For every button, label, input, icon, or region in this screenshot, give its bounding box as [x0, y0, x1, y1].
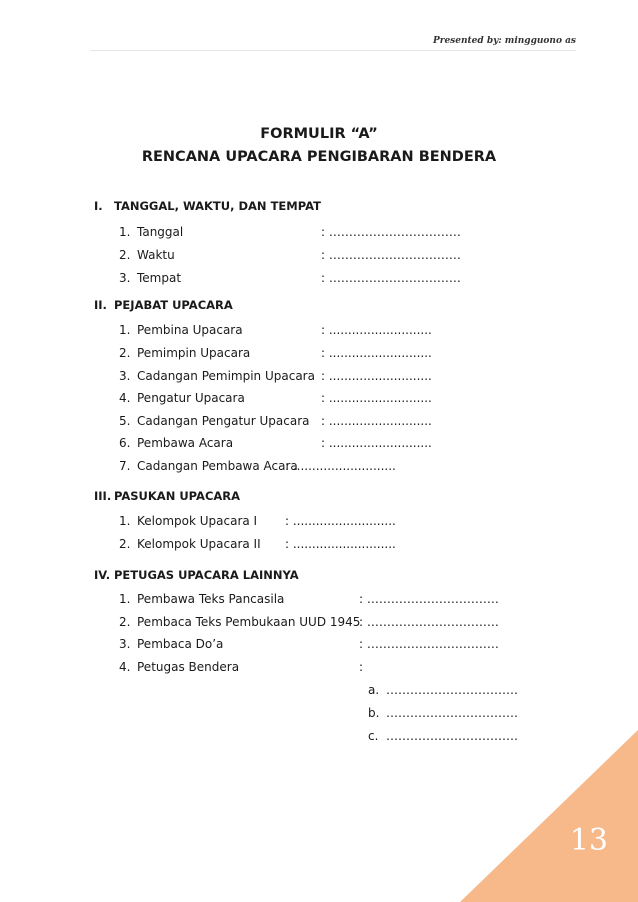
item-number: 3.	[119, 271, 131, 285]
fill-in-field: : ...........................	[321, 436, 432, 450]
section-heading-3	[94, 489, 240, 503]
header-divider	[90, 50, 576, 51]
section-title: PEJABAT UPACARA	[114, 298, 233, 312]
item-label: Tempat	[137, 271, 182, 285]
fill-in-field: ……………………………	[386, 729, 518, 743]
item-label: Petugas Bendera	[137, 660, 240, 674]
fill-in-field: : ……………………………	[359, 592, 499, 606]
section-number: I.	[94, 199, 103, 213]
section-title: TANGGAL, WAKTU, DAN TEMPAT	[114, 199, 321, 213]
fill-in-field: : ...........................	[285, 537, 396, 551]
item-label: Waktu	[137, 248, 175, 262]
item-label: Kelompok Upacara II	[137, 537, 261, 551]
item-label: Cadangan Pemimpin Upacara	[137, 369, 315, 383]
item-label: Cadangan Pembawa Acara	[137, 459, 298, 473]
item-number: 3.	[119, 369, 131, 383]
fill-in-field: : ...........................	[321, 414, 432, 428]
fill-in-field: : ……………………………	[321, 248, 461, 262]
item-label: Pengatur Upacara	[137, 391, 245, 405]
fill-in-field: : ...........................	[321, 323, 432, 337]
item-number: 1.	[119, 514, 131, 528]
fill-in-field: : ...........................	[321, 346, 432, 360]
fill-in-field: ……………………………	[386, 683, 518, 697]
item-number: 4.	[119, 660, 131, 674]
item-number: 2.	[119, 346, 131, 360]
item-number: 2.	[119, 537, 131, 551]
item-label: Pembaca Teks Pembukaan UUD 1945	[137, 615, 361, 629]
item-number: 1.	[119, 323, 131, 337]
sub-item-letter: a.	[368, 683, 380, 697]
item-label: Tanggal	[137, 225, 184, 239]
item-label: Pembina Upacara	[137, 323, 243, 337]
fill-in-field: : ...........................	[285, 459, 396, 473]
item-label: Cadangan Pengatur Upacara	[137, 414, 310, 428]
section-heading-2	[94, 298, 233, 312]
fill-in-field: : ……………………………	[321, 225, 461, 239]
form-subtitle: RENCANA UPACARA PENGIBARAN BENDERA	[141, 149, 497, 165]
item-number: 2.	[119, 615, 131, 629]
page-number: 13	[569, 823, 608, 858]
item-label: Pembawa Teks Pancasila	[137, 592, 285, 606]
item-label: Pembaca Do’a	[137, 637, 224, 651]
fill-in-field: : ...........................	[321, 391, 432, 405]
item-number: 4.	[119, 391, 131, 405]
sub-item-letter: b.	[368, 706, 380, 720]
item-number: 3.	[119, 637, 131, 651]
section-heading-1	[94, 199, 321, 213]
fill-in-field: :	[359, 660, 364, 674]
fill-in-field: : ……………………………	[321, 271, 461, 285]
fill-in-field: : ……………………………	[359, 615, 499, 629]
item-number: 2.	[119, 248, 131, 262]
item-number: 6.	[119, 436, 131, 450]
section-number: III.	[94, 489, 112, 503]
section-number: IV.	[94, 568, 111, 582]
form-title: FORMULIR “A”	[260, 126, 378, 142]
header-credit: Presented by: mingguono as	[432, 36, 576, 46]
fill-in-field: : ...........................	[285, 514, 396, 528]
item-number: 1.	[119, 592, 131, 606]
item-number: 1.	[119, 225, 131, 239]
sub-item-letter: c.	[368, 729, 379, 743]
section-number: II.	[94, 298, 107, 312]
fill-in-field: : ...........................	[321, 369, 432, 383]
corner-accent-triangle	[460, 730, 638, 902]
fill-in-field: : ……………………………	[359, 637, 499, 651]
item-number: 7.	[119, 459, 131, 473]
item-label: Pemimpin Upacara	[137, 346, 251, 360]
section-title: PASUKAN UPACARA	[114, 489, 241, 503]
item-number: 5.	[119, 414, 131, 428]
fill-in-field: ……………………………	[386, 706, 518, 720]
item-label: Kelompok Upacara I	[137, 514, 258, 528]
item-label: Pembawa Acara	[137, 436, 234, 450]
section-title: PETUGAS UPACARA LAINNYA	[114, 568, 299, 582]
section-heading-4	[94, 568, 299, 582]
